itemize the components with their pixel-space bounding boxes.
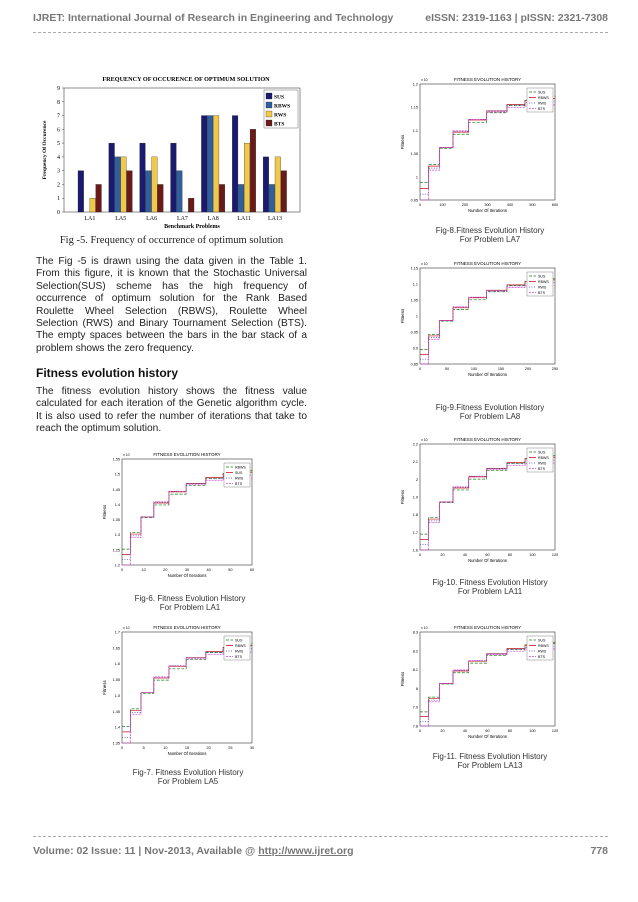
y-tick-label: 2.2: [412, 442, 418, 447]
legend-swatch: [266, 120, 272, 126]
bar-bts-la5: [127, 171, 133, 212]
legend-label: RWS: [274, 112, 287, 119]
x-tick-label: 50: [444, 367, 450, 371]
y-tick-label: 1.05: [410, 298, 418, 303]
x-tick-label: 60: [485, 553, 490, 557]
y-axis-label: Fitness: [400, 489, 405, 505]
bar-rws-la1: [90, 198, 96, 212]
plot-title: FITNESS EVOLUTION HISTORY: [453, 261, 522, 266]
y-tick-label: 1: [415, 175, 418, 180]
legend-label: BTS: [538, 655, 545, 659]
legend-label: RWS: [538, 285, 547, 290]
x-tick-label: 0: [418, 367, 422, 371]
x-tick-label: 20: [440, 553, 445, 557]
y-tick-label: 7.8: [412, 724, 418, 729]
bar-bts-la1: [96, 184, 102, 212]
y-tick-label: 1.5: [114, 693, 120, 698]
y-tick-label: 2: [415, 477, 418, 482]
y-tick-label: 1.45: [112, 709, 120, 714]
y-tick-label: 8.2: [412, 649, 418, 654]
fig10-figure: [398, 432, 563, 572]
fig11-figure: [398, 620, 563, 748]
legend-label: SUS: [538, 274, 546, 279]
fig5-caption: Fig -5. Frequency of occurrence of optimum solution: [59, 235, 284, 246]
x-tick-label: 40: [462, 729, 468, 733]
fig7-svg: [100, 620, 260, 765]
y-tick-label: 4: [57, 154, 60, 161]
x-tick-label: 50: [228, 568, 233, 572]
bar-sus-la7: [171, 143, 177, 212]
legend-swatch: [266, 111, 272, 117]
bar-sus-la13: [263, 157, 269, 212]
x-tick-label: 120: [551, 553, 559, 557]
y-tick-label: 1.65: [112, 646, 120, 651]
x-tick-label: 100: [439, 203, 446, 207]
exponent-label: x 10: [421, 78, 428, 82]
x-tick-label: LA11: [237, 216, 252, 222]
x-tick-label: 60: [485, 729, 490, 733]
x-tick-label: LA6: [146, 216, 158, 222]
x-axis-label: Number Of Iterations: [468, 372, 507, 377]
plot-title: FITNESS EVOLUTION HISTORY: [453, 437, 522, 442]
legend-label: RWS: [235, 476, 244, 481]
x-tick-label: 15: [184, 746, 190, 750]
exponent-label: x 10: [421, 626, 428, 630]
x-tick-label: 300: [484, 203, 491, 207]
bar-rws-la6: [152, 157, 158, 212]
bar-rws-la5: [121, 157, 127, 212]
x-tick-label: 400: [506, 203, 514, 207]
legend-swatch: [266, 102, 272, 108]
y-tick-label: 2.1: [412, 460, 418, 465]
x-tick-label: 40: [462, 553, 468, 557]
x-tick-label: 20: [163, 568, 168, 572]
x-tick-label: LA7: [176, 216, 188, 222]
x-tick-label: 100: [529, 729, 536, 733]
fig6-caption: [120, 594, 260, 612]
legend-label: BTS: [538, 291, 545, 295]
exponent-label: x 10: [123, 453, 130, 457]
bar-sus-la8: [201, 116, 207, 212]
legend-label: BTS: [235, 482, 242, 486]
x-tick-label: 0: [418, 553, 422, 557]
bar-bts-la7: [188, 198, 194, 212]
bar-rbws-la7: [177, 171, 183, 212]
y-tick-label: 1.9: [412, 495, 418, 500]
legend-label: SUS: [235, 638, 243, 643]
journal-title: IJRET: International Journal of Research in Engineering and Technology: [33, 12, 394, 24]
bar-bts-la13: [281, 171, 287, 212]
fig10-svg: [398, 432, 563, 572]
exponent-label: x 10: [123, 626, 130, 630]
y-tick-label: 1.3: [114, 533, 120, 538]
y-tick-label: 1.55: [112, 457, 120, 462]
y-tick-label: 1.15: [410, 266, 418, 271]
y-tick-label: 3: [57, 168, 60, 175]
bar-sus-la11: [232, 116, 238, 212]
footer-volume: [33, 845, 354, 857]
x-tick-label: 60: [249, 568, 255, 572]
x-axis-label: Benchmark Problems: [164, 224, 220, 230]
legend-label: SUS: [538, 450, 546, 455]
paragraph-1: The Fig -5 is drawn using the data given in the Table 1. From this figure, it is known that the Stochastic Universal Selection(SUS) scheme has the high frequency of occurrence of optimum solution for the Rank Based Roulette Wheel Selection (RBWS), Roulette Wheel Selection (RWS) and Binary Tournament Selection (BTS). The empty spaces between the bars in the bar stack of a problem shows the zero frequency.: [36, 256, 307, 354]
x-tick-label: LA5: [115, 216, 127, 222]
x-tick-label: 0: [120, 568, 124, 572]
bar-sus-la5: [109, 143, 115, 212]
legend-label: SUS: [274, 94, 285, 101]
legend-label: RWS: [538, 461, 547, 466]
y-tick-label: 1.05: [410, 152, 418, 157]
bar-rws-la11: [244, 143, 250, 212]
y-tick-label: 1.4: [114, 502, 120, 507]
x-tick-label: 200: [524, 367, 532, 371]
fig8-figure: [398, 72, 563, 222]
fig6-caption-line1: Fig-6. Fitness Evolution History: [134, 594, 246, 603]
legend-label: RBWS: [538, 280, 549, 284]
bar-sus-la6: [140, 143, 146, 212]
fig6-svg: [100, 447, 260, 587]
y-axis-label: Fitness: [400, 308, 405, 324]
x-tick-label: 600: [551, 203, 559, 207]
y-tick-label: 1.8: [412, 513, 418, 518]
y-tick-label: 1.25: [112, 548, 120, 553]
legend-label: RWS: [538, 101, 547, 106]
bar-bts-la6: [158, 184, 164, 212]
bar-rbws-la6: [146, 171, 152, 212]
x-tick-label: 0: [418, 203, 422, 207]
y-tick-label: 1.1: [412, 282, 418, 287]
y-tick-label: 1: [415, 314, 418, 319]
fig7-figure: [100, 620, 260, 765]
y-tick-label: 1.35: [112, 741, 120, 746]
legend-swatch: [266, 93, 272, 99]
y-axis-label: Fitness: [400, 671, 405, 687]
x-axis-label: Number Of Iterations: [468, 558, 507, 563]
x-tick-label: 250: [551, 367, 559, 371]
x-tick-label: 5: [142, 746, 145, 750]
fig10-caption-line2: For Problem LA11: [457, 587, 523, 596]
exponent-label: x 10: [421, 262, 428, 266]
y-tick-label: 5: [57, 141, 60, 148]
fig9-figure: [398, 256, 563, 386]
legend-label: BTS: [235, 655, 242, 659]
fig10-caption-line1: Fig-10. Fitness Evolution History: [432, 578, 548, 587]
y-tick-label: 1.15: [410, 105, 418, 110]
footer-volume-text: Volume: 02 Issue: 11 | Nov-2013, Available @: [33, 845, 259, 857]
x-tick-label: 0: [418, 729, 422, 733]
page-header: [33, 12, 608, 28]
x-tick-label: 0: [120, 746, 124, 750]
y-tick-label: 1.2: [114, 563, 120, 568]
x-tick-label: 80: [507, 729, 513, 733]
x-tick-label: 100: [529, 553, 536, 557]
y-tick-label: 0: [57, 210, 60, 216]
fig11-caption-line2: For Problem LA13: [457, 761, 523, 770]
x-tick-label: 30: [184, 568, 190, 572]
plot-title: FITNESS EVOLUTION HISTORY: [453, 77, 522, 82]
y-tick-label: 1.55: [112, 678, 120, 683]
y-tick-label: 6: [57, 127, 60, 134]
fig7-caption-line1: Fig-7. Fitness Evolution History: [132, 768, 244, 777]
x-tick-label: LA1: [84, 216, 96, 222]
y-tick-label: 8: [415, 686, 418, 691]
fig6-figure: [100, 447, 260, 587]
header-rule: [33, 32, 608, 33]
legend-label: RBWS: [235, 465, 246, 470]
legend-label: RBWS: [274, 103, 291, 110]
bar-rbws-la5: [115, 157, 121, 212]
plot-title: FITNESS EVOLUTION HISTORY: [153, 625, 221, 630]
exponent-label: x 10: [421, 438, 428, 442]
y-tick-label: 1.7: [412, 530, 418, 535]
legend-label: SUS: [538, 638, 546, 643]
y-tick-label: 0.95: [410, 330, 418, 335]
bar-rbws-la8: [207, 116, 213, 212]
x-tick-label: 20: [440, 729, 445, 733]
bar-sus-la1: [78, 171, 84, 212]
x-tick-label: LA8: [207, 216, 219, 222]
y-axis-label: Fitness: [102, 504, 107, 520]
fig5-bar-chart: [38, 72, 308, 232]
y-tick-label: 0.95: [410, 198, 418, 203]
fig7-caption-line2: For Problem LA5: [157, 777, 219, 786]
fig8-caption-line1: Fig-8.Fitness Evolution History: [435, 226, 545, 235]
legend-label: BTS: [274, 121, 285, 128]
fig8-caption: [420, 226, 560, 244]
y-tick-label: 1.5: [114, 472, 120, 477]
y-tick-label: 1.1: [412, 128, 418, 133]
fig8-svg: [398, 72, 563, 222]
legend-label: BTS: [538, 107, 545, 111]
fig9-caption: [420, 403, 560, 421]
legend-label: SUS: [538, 90, 546, 95]
fig10-caption: [420, 578, 560, 596]
x-tick-label: 20: [206, 746, 211, 750]
fig11-caption-line1: Fig-11. Fitness Evolution History: [432, 752, 548, 761]
x-tick-label: 120: [551, 729, 559, 733]
y-tick-label: 1.2: [412, 82, 418, 87]
paragraph-2: The fitness evolution history shows the fitness value calculated for each iteration of the Genetic algorithm cycle. It is also used to refer the number of iterations that take to reach the optimum solution.: [36, 386, 307, 435]
x-axis-label: Number Of Iterations: [468, 734, 507, 739]
x-tick-label: LA13: [268, 216, 283, 222]
x-tick-label: 150: [497, 367, 505, 371]
bar-bts-la11: [250, 129, 256, 212]
chart-title: FREQUENCY OF OCCURENCE OF OPTIMUM SOLUTION: [102, 76, 270, 83]
x-tick-label: 10: [141, 568, 146, 572]
bar-bts-la8: [219, 184, 225, 212]
legend-label: RWS: [538, 649, 547, 654]
legend-label: RBWS: [538, 644, 549, 648]
issn: eISSN: 2319-1163 | pISSN: 2321-7308: [425, 12, 608, 24]
footer-link[interactable]: http://www.ijret.org: [258, 845, 354, 857]
x-tick-label: 40: [206, 568, 211, 572]
y-tick-label: 1.6: [114, 662, 120, 667]
x-axis-label: Number Of Iterations: [167, 751, 207, 756]
section-title: Fitness evolution history: [36, 366, 179, 380]
y-tick-label: 9: [57, 86, 60, 92]
legend-label: RBWS: [235, 644, 246, 648]
y-axis-label: Fitness: [102, 680, 107, 695]
y-tick-label: 0.9: [412, 346, 418, 351]
y-tick-label: 1: [57, 196, 60, 203]
fig9-caption-line1: Fig-9.Fitness Evolution History: [435, 403, 545, 412]
legend-label: BTS: [538, 467, 545, 471]
fig8-caption-line2: For Problem LA7: [459, 235, 521, 244]
y-tick-label: 1.6: [412, 548, 418, 553]
x-axis-label: Number Of Iterations: [468, 208, 507, 213]
page-number: 778: [590, 845, 608, 857]
y-tick-label: 1.35: [112, 518, 120, 523]
fig11-caption: [420, 752, 560, 770]
bar-rws-la8: [213, 116, 219, 212]
x-tick-label: 10: [163, 746, 168, 750]
y-tick-label: 2: [57, 182, 60, 189]
y-tick-label: 8.1: [412, 668, 418, 673]
x-tick-label: 200: [461, 203, 469, 207]
legend-label: RWS: [235, 649, 244, 654]
bar-rws-la13: [275, 157, 281, 212]
fig7-caption: [118, 768, 258, 786]
x-tick-label: 25: [228, 746, 233, 750]
x-tick-label: 100: [470, 367, 478, 371]
bar-chart-svg: [38, 72, 308, 232]
fig6-caption-line2: For Problem LA1: [159, 603, 221, 612]
legend-label: RBWS: [538, 96, 549, 100]
y-tick-label: 1.4: [114, 725, 120, 730]
legend-label: RBWS: [538, 456, 549, 460]
x-axis-label: Number Of Iterations: [167, 573, 207, 578]
legend-label: SUS: [235, 471, 243, 475]
y-axis-label: Fitness: [400, 134, 405, 150]
y-tick-label: 1.7: [114, 630, 120, 635]
x-tick-label: 500: [529, 203, 536, 207]
y-tick-label: 8: [57, 99, 60, 106]
y-axis-label: Frequency Of Occurence: [42, 120, 48, 180]
y-tick-label: 0.85: [410, 362, 418, 367]
x-tick-label: 80: [507, 553, 513, 557]
x-tick-label: 30: [249, 746, 255, 750]
y-tick-label: 7.9: [412, 705, 418, 710]
plot-title: FITNESS EVOLUTION HISTORY: [153, 452, 221, 457]
footer-rule: [33, 836, 608, 837]
bar-rbws-la11: [238, 184, 244, 212]
y-tick-label: 7: [57, 113, 60, 120]
fig9-caption-line2: For Problem LA8: [459, 412, 521, 421]
fig11-svg: [398, 620, 563, 748]
fig9-svg: [398, 256, 563, 386]
bar-rbws-la13: [269, 184, 275, 212]
y-tick-label: 1.45: [112, 487, 120, 492]
plot-title: FITNESS EVOLUTION HISTORY: [453, 625, 522, 630]
y-tick-label: 8.3: [412, 630, 418, 635]
